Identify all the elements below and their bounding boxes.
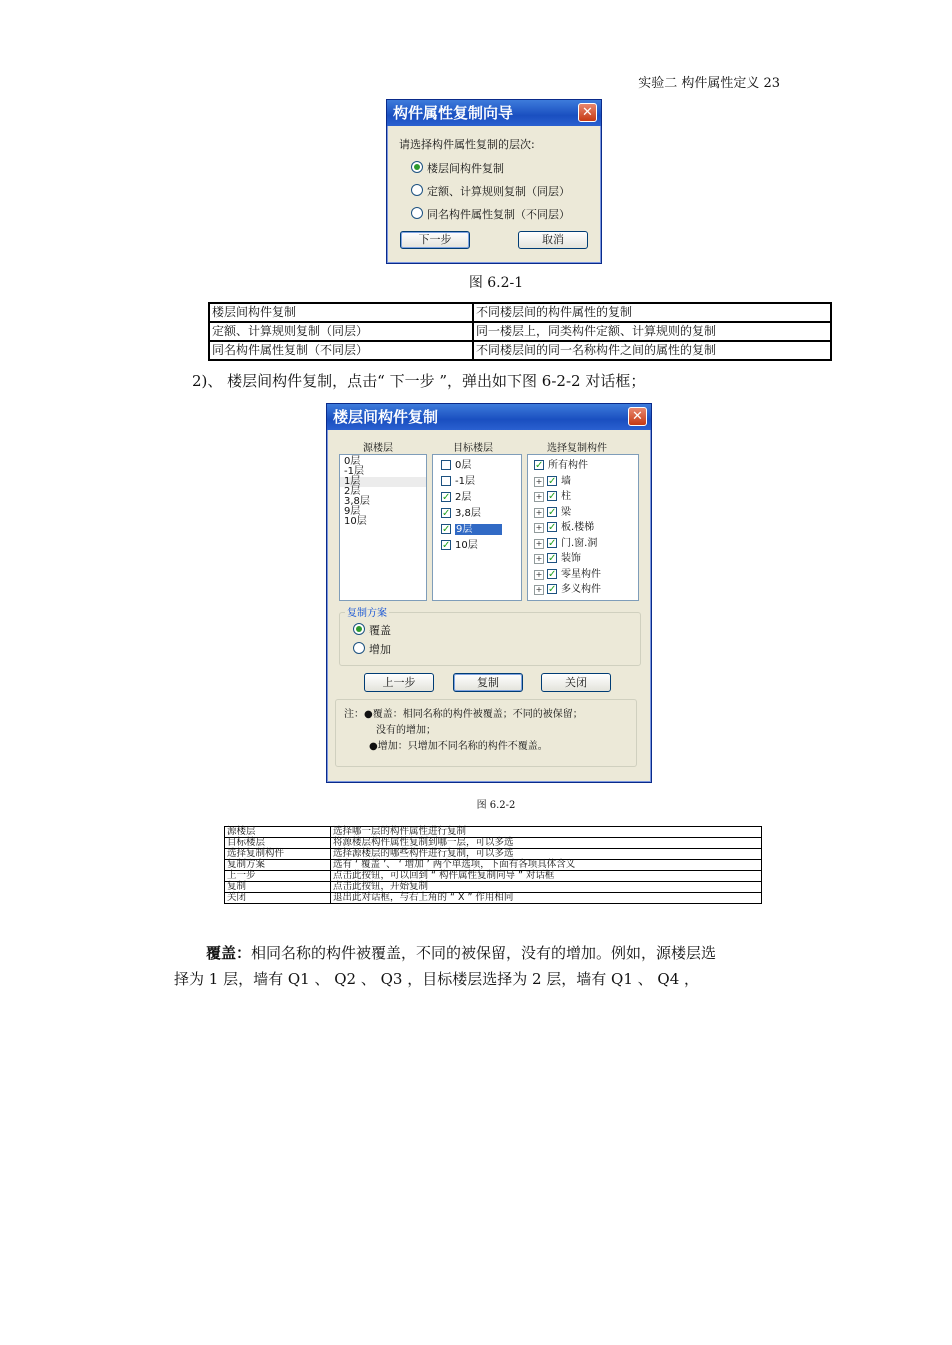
table-cell: 目标楼层 xyxy=(225,838,331,849)
table-cell: 点击此按钮，开始复制 xyxy=(331,882,762,893)
figure-caption-1: 图 6.2-1 xyxy=(468,275,524,291)
option-table xyxy=(208,302,832,361)
checkbox-checked-icon[interactable] xyxy=(441,508,451,518)
paragraph-step2: 2)、 楼层间构件复制，点击“ 下一步 ”，弹出如下图 6-2-2 对话框； xyxy=(192,372,646,390)
dialog-titlebar xyxy=(327,404,651,430)
page-header: 实验二 构件属性定义 23 xyxy=(638,76,780,91)
cancel-button[interactable]: 取消 xyxy=(518,231,588,249)
option-overwrite[interactable]: 覆盖 xyxy=(353,622,391,638)
list-item[interactable]: ✓3,8层 xyxy=(433,506,521,522)
list-item-selected[interactable]: 1层 xyxy=(340,477,426,487)
list-item[interactable]: ✓2层 xyxy=(433,490,521,506)
note-line: 注：●覆盖：相同名称的构件被覆盖；不同的被保留； xyxy=(344,709,583,720)
note-line: ●增加：只增加不同名称的构件不覆盖。 xyxy=(369,741,548,752)
expand-icon[interactable]: + xyxy=(535,554,543,563)
figure-caption-2: 图 6.2-2 xyxy=(476,800,516,811)
close-button[interactable]: 关闭 xyxy=(541,673,611,692)
list-item[interactable]: 0层 xyxy=(433,458,521,474)
source-floor-header: 源楼层 xyxy=(363,443,393,454)
wizard-prompt: 请选择构件属性复制的层次: xyxy=(399,138,535,151)
tree-item[interactable]: +✓ 装饰 xyxy=(528,551,638,567)
table-cell: 将源楼层构件属性复制到哪一层，可以多选 xyxy=(331,838,762,849)
list-item[interactable]: 0层 xyxy=(344,456,361,467)
tree-item[interactable]: +✓ 柱 xyxy=(528,489,638,505)
expand-icon[interactable]: + xyxy=(535,523,543,532)
checkbox-checked-icon[interactable] xyxy=(547,491,557,501)
table-row xyxy=(209,303,831,322)
expand-icon[interactable]: + xyxy=(535,492,543,501)
table-cell: 同名构件属性复制（不同层） xyxy=(209,341,473,360)
expand-icon[interactable]: + xyxy=(535,507,543,517)
list-item[interactable]: 9层 xyxy=(344,506,361,517)
checkbox-checked-icon[interactable] xyxy=(547,507,557,517)
table-cell: 点击此按钮，可以回到 “ 构件属性复制向导 ” 对话框 xyxy=(331,871,762,882)
component-tree[interactable] xyxy=(527,454,639,601)
table-row xyxy=(225,871,762,882)
checkbox-checked-icon[interactable] xyxy=(547,476,557,486)
expand-icon[interactable]: + xyxy=(535,476,543,486)
checkbox-checked-icon[interactable] xyxy=(547,553,557,563)
table-cell: 选择复制构件 xyxy=(225,849,331,860)
copy-scheme-legend: 复制方案 xyxy=(345,604,389,619)
list-item[interactable]: -1层 xyxy=(344,466,364,477)
checkbox-icon[interactable] xyxy=(441,476,451,486)
table-cell: 同一楼层上，同类构件定额、计算规则的复制 xyxy=(473,322,831,341)
target-floor-list[interactable] xyxy=(432,454,522,601)
radio-icon[interactable] xyxy=(411,207,423,219)
copy-wizard-dialog xyxy=(386,99,602,264)
radio-selected-icon[interactable] xyxy=(411,161,423,173)
table-cell: 不同楼层间的同一名称构件之间的属性的复制 xyxy=(473,341,831,360)
option-quota-copy[interactable]: 定额、计算规则复制（同层） xyxy=(411,183,570,199)
table-cell: 选有 ‘ 覆盖 ’、 ‘ 增加 ’ 两个单选项，下面有各项具体含义 xyxy=(331,860,762,871)
list-item[interactable]: -1层 xyxy=(433,474,521,490)
expand-icon[interactable]: + xyxy=(535,569,543,579)
paragraph-overwrite-line1: 覆盖：相同名称的构件被覆盖，不同的被保留，没有的增加。例如，源楼层选 xyxy=(206,944,717,962)
copy-scheme-group xyxy=(339,612,641,666)
tree-item[interactable]: +✓ 零星构件 xyxy=(528,567,638,583)
table-row xyxy=(225,882,762,893)
checkbox-checked-icon[interactable] xyxy=(534,460,544,470)
checkbox-checked-icon[interactable] xyxy=(547,584,557,594)
dialog-title: 构件属性复制向导 xyxy=(393,104,514,122)
table-cell: 退出此对话框，与右上角的 “ X ” 作用相同 xyxy=(331,893,762,904)
table-cell: 上一步 xyxy=(225,871,331,882)
table-cell: 复制方案 xyxy=(225,860,331,871)
expand-icon[interactable]: + xyxy=(535,538,543,548)
close-icon[interactable]: ✕ xyxy=(628,407,647,426)
checkbox-checked-icon[interactable] xyxy=(547,569,557,579)
table-row xyxy=(209,341,831,360)
list-item[interactable]: 3,8层 xyxy=(344,496,370,507)
dialog-titlebar xyxy=(387,100,601,126)
checkbox-checked-icon[interactable] xyxy=(547,538,557,548)
tree-item[interactable]: +✓ 墙 xyxy=(528,474,638,490)
list-item[interactable]: ✓10层 xyxy=(433,538,521,554)
table-row xyxy=(225,827,762,838)
tree-item-all[interactable]: ✓所有构件 xyxy=(528,458,638,474)
note-box xyxy=(335,699,637,767)
bold-term: 覆盖： xyxy=(206,944,252,962)
note-line: 没有的增加； xyxy=(376,725,436,736)
radio-icon[interactable] xyxy=(353,642,365,654)
radio-icon[interactable] xyxy=(411,184,423,196)
table-row xyxy=(225,893,762,904)
tree-item[interactable]: +✓ 梁 xyxy=(528,505,638,521)
tree-item[interactable]: +✓ 多义构件 xyxy=(528,582,638,598)
tree-item[interactable]: +✓ 门.窗.洞 xyxy=(528,536,638,552)
checkbox-icon[interactable] xyxy=(441,460,451,470)
list-item[interactable]: 10层 xyxy=(344,516,367,527)
table-cell: 不同楼层间的构件属性的复制 xyxy=(473,303,831,322)
dialog-description-table xyxy=(224,826,762,904)
option-floor-copy[interactable]: 楼层间构件复制 xyxy=(411,160,504,176)
list-item-selected[interactable]: ✓9层 xyxy=(433,522,521,538)
floor-copy-dialog xyxy=(326,403,652,783)
paragraph-overwrite-line2: 择为 1 层，墙有 Q1 、 Q2 、 Q3 ，目标楼层选择为 2 层，墙有 Q1 、 Q4 ， xyxy=(174,970,700,988)
table-cell: 源楼层 xyxy=(225,827,331,838)
checkbox-checked-icon[interactable] xyxy=(441,540,451,550)
next-button[interactable]: 下一步 xyxy=(400,231,470,249)
checkbox-checked-icon[interactable] xyxy=(441,492,451,502)
table-row xyxy=(225,838,762,849)
prev-button[interactable]: 上一步 xyxy=(364,673,434,692)
checkbox-checked-icon[interactable] xyxy=(441,524,451,534)
radio-selected-icon[interactable] xyxy=(353,623,365,635)
table-cell: 复制 xyxy=(225,882,331,893)
source-floor-list[interactable] xyxy=(339,454,427,601)
table-cell: 关闭 xyxy=(225,893,331,904)
components-header: 选择复制构件 xyxy=(547,443,607,454)
copy-button[interactable]: 复制 xyxy=(453,673,523,692)
dialog-title: 楼层间构件复制 xyxy=(333,408,439,426)
table-cell: 定额、计算规则复制（同层） xyxy=(209,322,473,341)
close-icon[interactable]: ✕ xyxy=(578,103,597,122)
target-floor-header: 目标楼层 xyxy=(453,443,493,454)
table-cell: 选择源楼层的哪些构件进行复制，可以多选 xyxy=(331,849,762,860)
option-append[interactable]: 增加 xyxy=(353,641,391,657)
table-row xyxy=(225,860,762,871)
table-cell: 楼层间构件复制 xyxy=(209,303,473,322)
list-item[interactable]: 2层 xyxy=(344,486,361,497)
table-cell: 选择哪一层的构件属性进行复制 xyxy=(331,827,762,838)
tree-item[interactable]: +✓ 板.楼梯 xyxy=(528,520,638,536)
checkbox-checked-icon[interactable] xyxy=(547,522,557,532)
expand-icon[interactable]: + xyxy=(535,585,543,594)
table-row xyxy=(225,849,762,860)
option-samename-copy[interactable]: 同名构件属性复制（不同层） xyxy=(411,206,570,222)
table-row xyxy=(209,322,831,341)
